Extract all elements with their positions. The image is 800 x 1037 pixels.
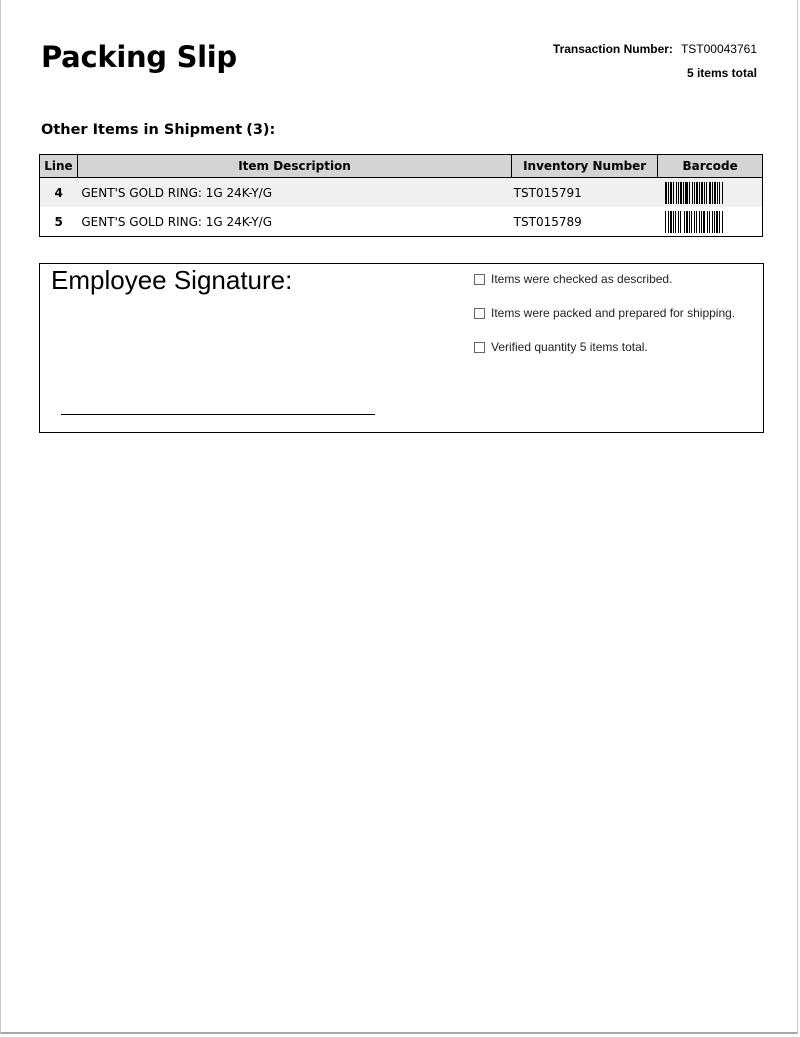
table-row — [40, 207, 763, 237]
barcode-bar — [709, 182, 711, 204]
barcode-bar — [676, 182, 677, 204]
header-barcode: Barcode — [658, 155, 763, 178]
signature-line[interactable] — [61, 414, 375, 415]
row-description: GENT'S GOLD RING: 1G 24K-Y/G — [81, 214, 272, 229]
barcode-bar — [685, 182, 688, 204]
barcode-bar — [670, 211, 672, 233]
barcode-bar — [689, 182, 690, 204]
row-barcode — [658, 207, 763, 237]
barcode-bar — [668, 211, 669, 233]
barcode-bar — [719, 182, 720, 204]
barcode-bar — [707, 211, 708, 233]
signature-heading: Employee Signature: — [51, 265, 293, 295]
table-row — [40, 178, 763, 208]
barcode-bar — [689, 211, 690, 233]
barcode-bar — [714, 182, 716, 204]
barcode-bar — [691, 211, 692, 233]
checkbox[interactable] — [474, 308, 485, 319]
barcode-bar — [696, 182, 698, 204]
barcode-bar — [716, 211, 718, 233]
transaction-number-value: TST00043761 — [680, 42, 757, 56]
barcode-bar — [722, 182, 723, 204]
row-barcode — [658, 178, 763, 208]
barcode-bar — [692, 182, 693, 204]
barcode-bar — [719, 211, 720, 233]
items-table — [39, 154, 763, 237]
barcode-bar — [703, 211, 705, 233]
barcode-bar — [699, 211, 700, 233]
barcode-bar — [722, 211, 723, 233]
barcode-bar — [714, 211, 715, 233]
row-line: 5 — [54, 214, 63, 229]
barcode-bar — [678, 211, 679, 233]
barcode-bar — [701, 182, 703, 204]
barcode-bar — [704, 182, 705, 204]
checkbox[interactable] — [474, 342, 485, 353]
barcode-bar — [683, 182, 684, 204]
barcode-bar — [665, 182, 667, 204]
check-label: Verified quantity 5 items total. — [491, 340, 648, 354]
signature-box — [39, 263, 764, 433]
row-inventory: TST015791 — [512, 178, 658, 208]
barcode-icon — [665, 182, 755, 204]
check-label: Items were packed and prepared for shipping. — [491, 306, 736, 320]
barcode-bar — [684, 211, 685, 233]
transaction-info — [553, 37, 757, 85]
barcode-bar — [696, 211, 697, 233]
header-description: Item Description — [77, 155, 511, 178]
check-item[interactable] — [474, 306, 735, 340]
check-item[interactable] — [474, 340, 735, 374]
barcode-bar — [699, 182, 700, 204]
checklist — [474, 272, 735, 374]
barcode-bar — [694, 182, 695, 204]
items-total: 5 items total — [686, 66, 757, 80]
check-label: Items were checked as described. — [491, 272, 673, 286]
checkbox[interactable] — [474, 274, 485, 285]
row-inventory: TST015789 — [513, 214, 582, 229]
barcode-bar — [709, 211, 710, 233]
section-title-text: Other Items in Shipment — [41, 122, 243, 138]
barcode-icon — [665, 211, 755, 233]
barcode-bar — [668, 182, 669, 204]
barcode-bar — [675, 211, 676, 233]
barcode-bar — [665, 211, 666, 233]
barcode-bar — [694, 211, 695, 233]
barcode-bar — [706, 182, 707, 204]
barcode-bar — [678, 182, 679, 204]
section-count: (3): — [246, 122, 276, 138]
barcode-bar — [670, 182, 672, 204]
header-line: Line — [40, 155, 78, 178]
page-title: Packing Slip — [41, 40, 237, 74]
check-item[interactable] — [474, 272, 735, 306]
barcode-bar — [680, 211, 681, 233]
barcode-bar — [712, 211, 713, 233]
barcode-bar — [680, 182, 682, 204]
barcode-bar — [712, 182, 713, 204]
header-inventory: Inventory Number — [512, 155, 658, 178]
section-title — [41, 122, 275, 138]
row-line: 4 — [40, 178, 78, 208]
transaction-number-label: Transaction Number: — [552, 42, 673, 56]
barcode-bar — [686, 211, 688, 233]
table-header-row — [40, 155, 763, 178]
barcode-bar — [673, 211, 674, 233]
row-description: GENT'S GOLD RING: 1G 24K-Y/G — [77, 178, 511, 208]
barcode-bar — [673, 182, 674, 204]
barcode-bar — [701, 211, 702, 233]
barcode-bar — [717, 182, 718, 204]
